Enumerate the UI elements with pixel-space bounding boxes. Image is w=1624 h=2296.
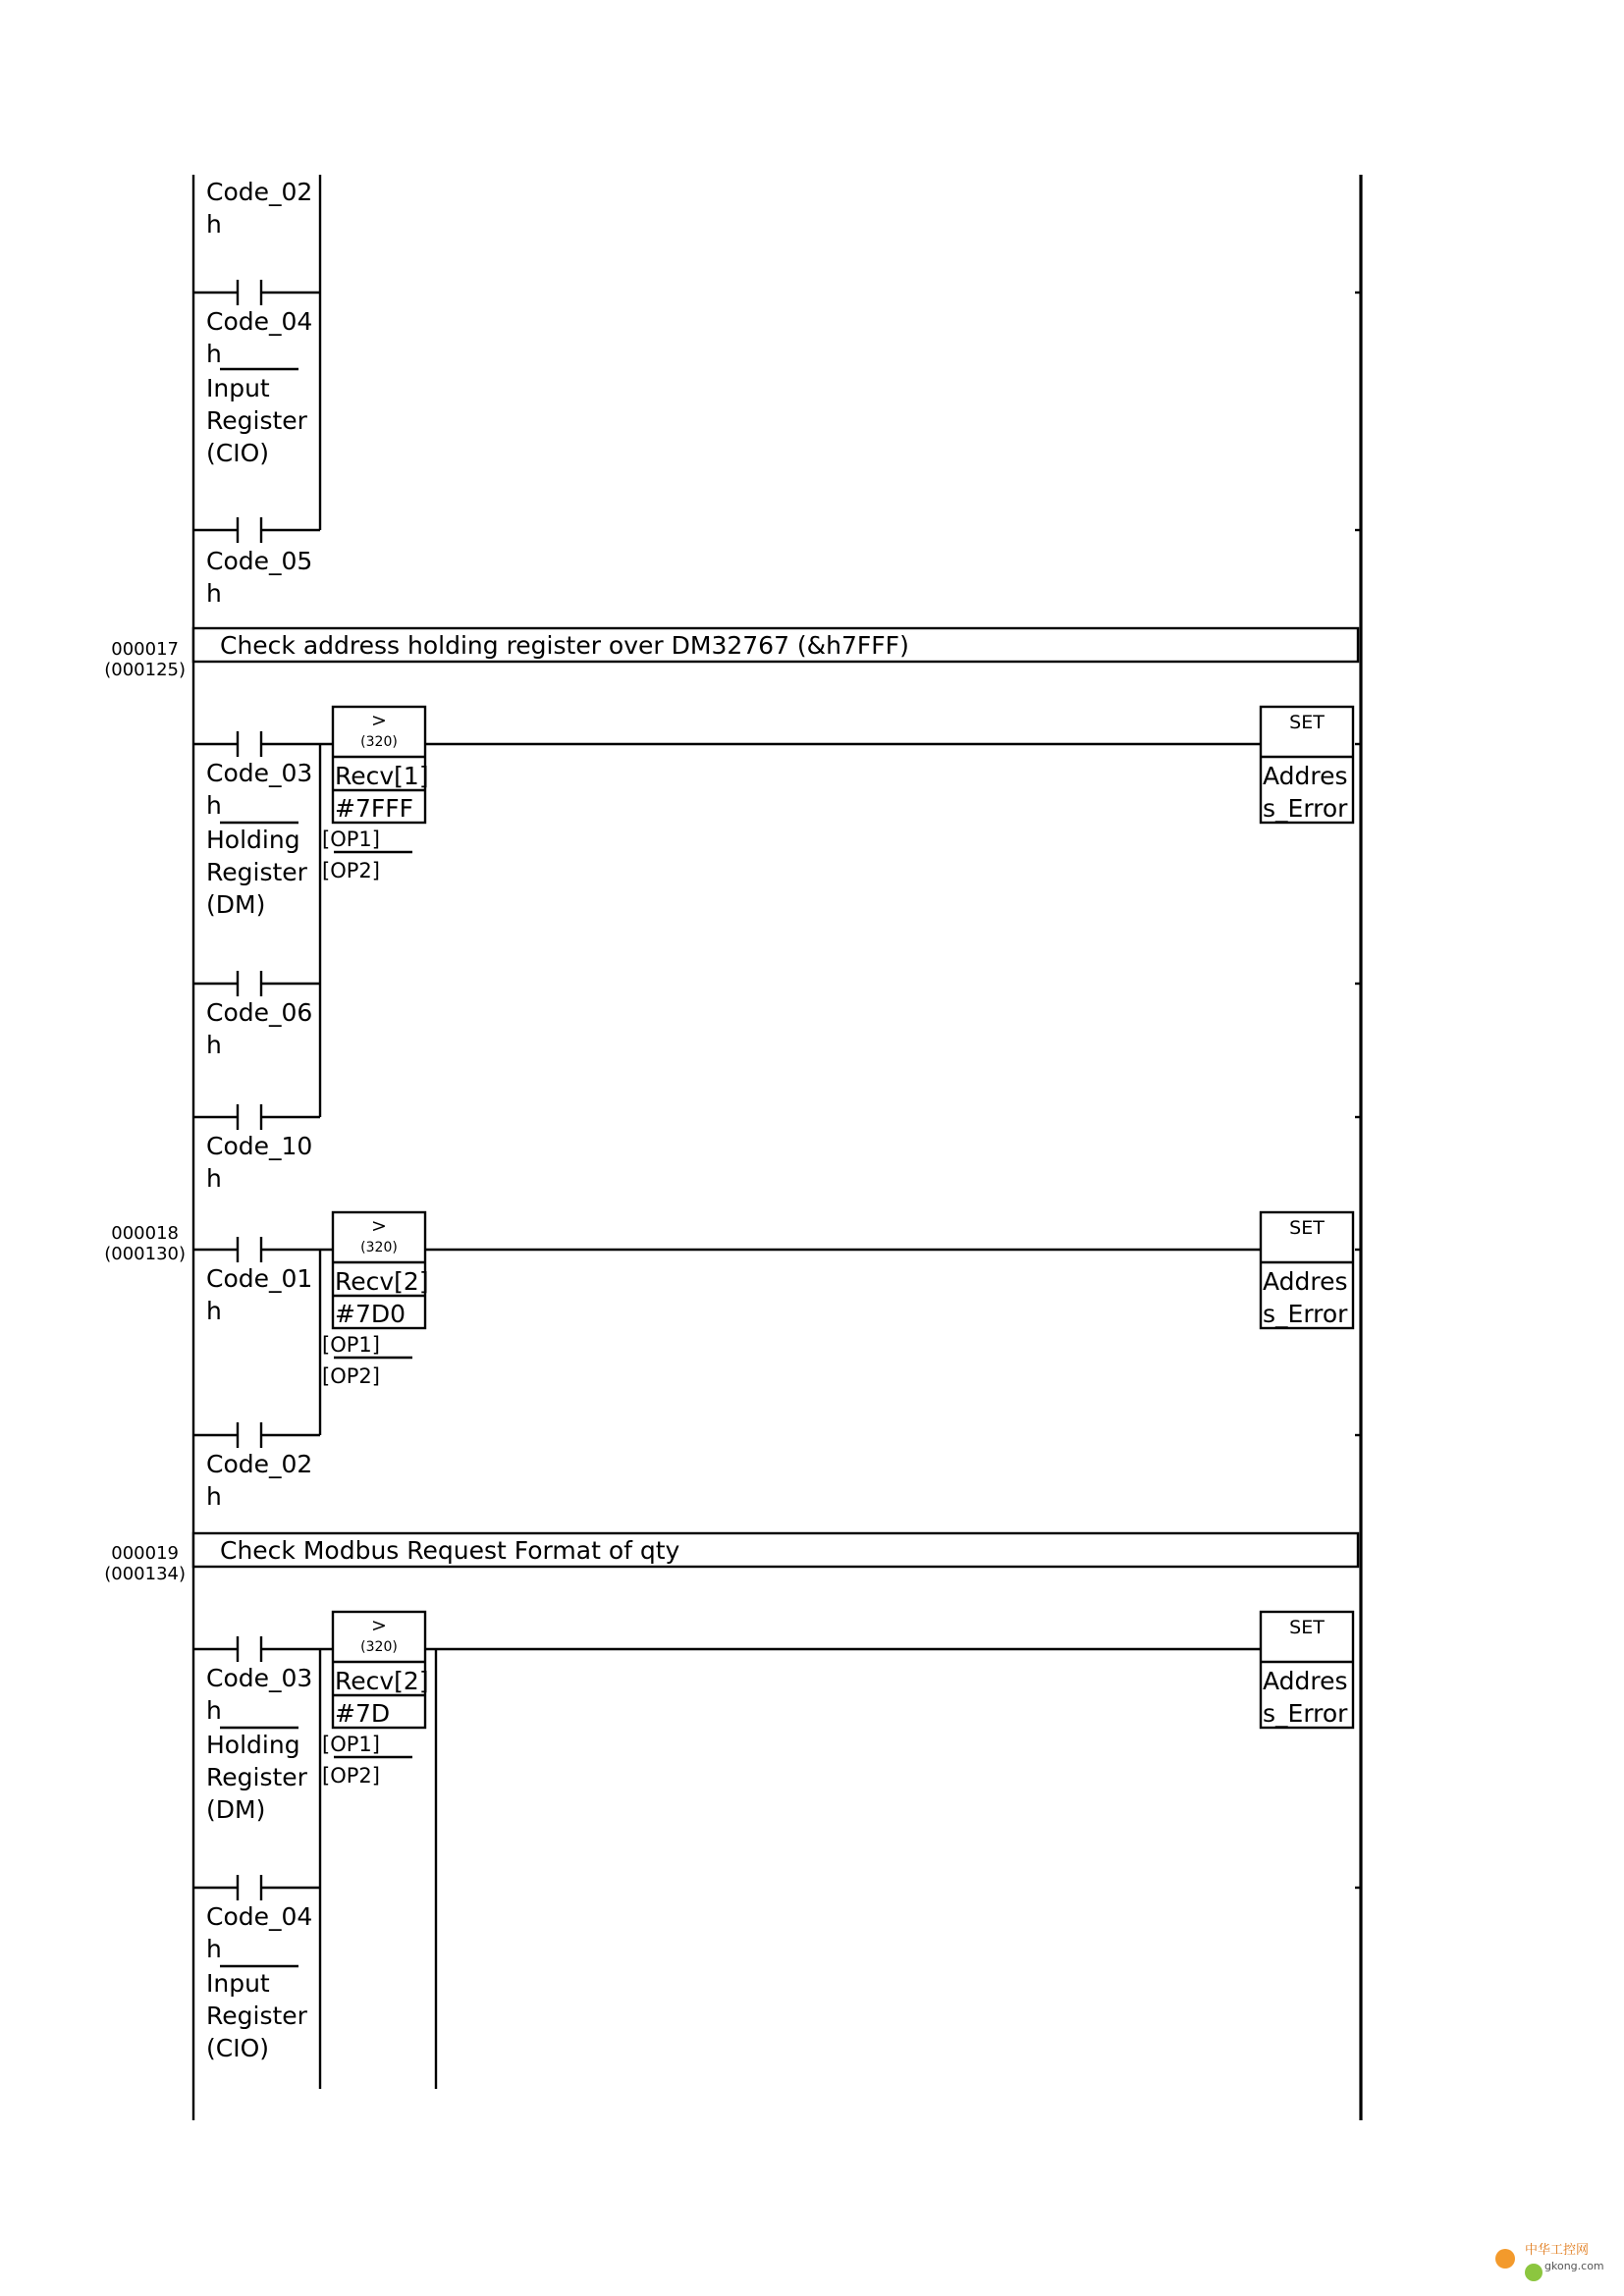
watermark-text: 中华工控网	[1525, 2243, 1590, 2258]
instruction-name: SET	[1289, 1617, 1325, 1638]
gear-icon	[1525, 2264, 1543, 2281]
rung-comment: Check address holding register over DM32767 (&h7FFF)	[220, 631, 909, 660]
rung-000019	[104, 1533, 1361, 2089]
rung-step: (000125)	[104, 660, 186, 680]
contact-label: Code_10	[206, 1132, 313, 1160]
contact-label: Code_01	[206, 1264, 313, 1293]
output-operand: Addres	[1263, 762, 1348, 790]
contact-label: (DM)	[206, 890, 266, 919]
operand-2: #7FFF	[335, 794, 413, 823]
rung-step: (000130)	[104, 1244, 186, 1264]
output-operand: Addres	[1263, 1667, 1348, 1695]
contact-label: Register	[206, 1763, 307, 1791]
operand-1: Recv[2]	[335, 1667, 429, 1695]
contact-label: Register	[206, 858, 307, 886]
contact-label: h	[206, 340, 222, 368]
contact-label: Input	[206, 374, 270, 402]
operand-1: Recv[2]	[335, 1267, 429, 1296]
output-operand: Addres	[1263, 1267, 1348, 1296]
contact-label: Code_02	[206, 1450, 313, 1478]
contact-label: Code_03	[206, 759, 313, 787]
contact-label: h	[206, 1297, 222, 1325]
output-operand: s_Error	[1263, 794, 1348, 823]
compare-instruction	[322, 1212, 429, 1388]
output-operand: s_Error	[1263, 1699, 1348, 1728]
contact-label: Code_06	[206, 998, 313, 1027]
op1-label: [OP1]	[322, 1333, 380, 1357]
set-output	[1261, 1612, 1353, 1728]
operand-1: Recv[1]	[335, 762, 429, 790]
contact-label: Input	[206, 1969, 270, 1998]
op2-label: [OP2]	[322, 1764, 380, 1788]
compare-symbol: >	[371, 1615, 387, 1636]
contact-label: h	[206, 791, 222, 820]
contact-label: Holding	[206, 1731, 300, 1759]
rung-number: 000018	[111, 1223, 179, 1244]
contact-label: (DM)	[206, 1795, 266, 1824]
compare-instruction	[322, 1612, 429, 1788]
contact-label: Holding	[206, 826, 300, 854]
contact-label: Code_04	[206, 1902, 313, 1931]
contact-label: Code_03	[206, 1664, 313, 1692]
instruction-code: (320)	[360, 734, 398, 750]
compare-symbol: >	[371, 1215, 387, 1237]
rung-000017	[104, 628, 1361, 1193]
contact-label: Register	[206, 406, 307, 435]
contact-label: h	[206, 1482, 222, 1511]
contact-label: (CIO)	[206, 2034, 270, 2062]
rung-step: (000134)	[104, 1564, 186, 1584]
rung-number: 000019	[111, 1543, 179, 1564]
set-output	[1261, 707, 1353, 823]
contact-label: Code_05	[206, 547, 313, 575]
op2-label: [OP2]	[322, 859, 380, 882]
instruction-code: (320)	[360, 1639, 398, 1655]
gear-icon	[1495, 2249, 1515, 2269]
contact-label: Code_04	[206, 307, 313, 336]
set-output	[1261, 1212, 1353, 1328]
watermark-url: gkong.com	[1544, 2260, 1604, 2272]
rung-number: 000017	[111, 639, 179, 660]
contact-label: Code_02	[206, 178, 313, 206]
op1-label: [OP1]	[322, 1733, 380, 1756]
continuation-block	[193, 175, 1361, 608]
output-operand: s_Error	[1263, 1300, 1348, 1328]
compare-instruction	[322, 707, 429, 882]
watermark	[1495, 2242, 1604, 2281]
contact-label: h	[206, 210, 222, 239]
operand-2: #7D	[335, 1699, 391, 1728]
rung-comment: Check Modbus Request Format of qty	[220, 1536, 680, 1565]
compare-symbol: >	[371, 710, 387, 731]
contact-label: h	[206, 1164, 222, 1193]
contact-label: h	[206, 579, 222, 608]
op2-label: [OP2]	[322, 1364, 380, 1388]
contact-label: h	[206, 1696, 222, 1725]
contact-label: (CIO)	[206, 439, 270, 467]
instruction-name: SET	[1289, 712, 1325, 733]
instruction-code: (320)	[360, 1240, 398, 1255]
contact-label: h	[206, 1935, 222, 1963]
rung-000018	[104, 1212, 1361, 1511]
op1-label: [OP1]	[322, 828, 380, 851]
instruction-name: SET	[1289, 1217, 1325, 1239]
contact-label: h	[206, 1031, 222, 1059]
operand-2: #7D0	[335, 1300, 406, 1328]
contact-label: Register	[206, 2002, 307, 2030]
